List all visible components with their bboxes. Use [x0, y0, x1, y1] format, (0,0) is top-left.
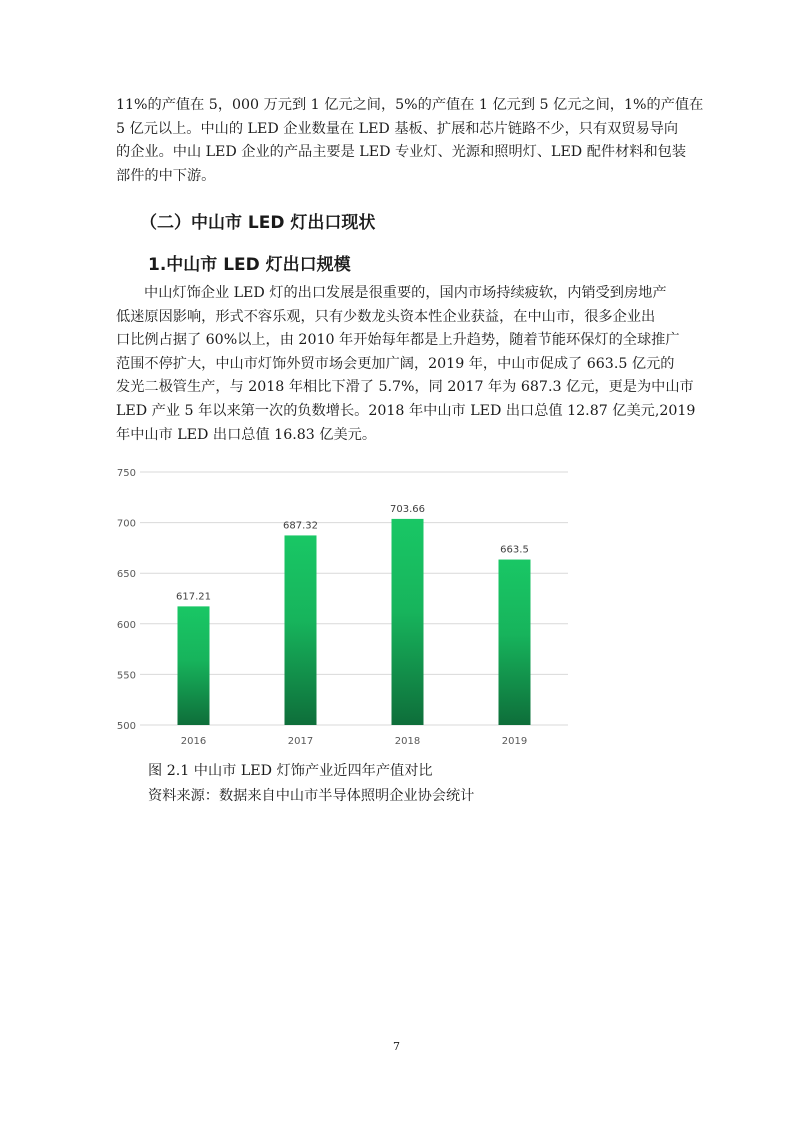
- body-paragraph-2: [116, 282, 722, 447]
- data-label-2019: 663.5: [500, 544, 529, 556]
- subsection-heading: 1.中山市 LED 灯出口规模: [148, 255, 351, 275]
- chart-data-labels: [176, 504, 529, 602]
- y-tick-label: 650: [116, 569, 136, 581]
- y-tick-label: 500: [116, 721, 136, 732]
- paragraph-line: 的企业。中山 LED 企业的产品主要是 LED 专业灯、光源和照明灯、LED 配件材料和包装: [116, 144, 687, 161]
- paragraph-line: 口比例占据了 60%以上，由 2010 年开始每年都是上升趋势，随着节能环保灯的全球推广: [116, 332, 680, 349]
- figure-caption: 图 2.1 中山市 LED 灯饰产业近四年产值对比: [148, 763, 433, 779]
- figure-source: 资料来源：数据来自中山市半导体照明企业协会统计: [148, 788, 475, 804]
- x-axis-tick-labels: [181, 736, 527, 747]
- paragraph-line: 中山灯饰企业 LED 灯的出口发展是很重要的，国内市场持续疲软，内销受到房地产: [144, 285, 667, 301]
- y-tick-label: 700: [116, 518, 136, 530]
- data-label-2017: 687.32: [283, 520, 318, 532]
- x-tick-label: 2017: [287, 736, 314, 747]
- data-label-2016: 617.21: [176, 591, 211, 603]
- y-axis-tick-labels: [117, 468, 136, 732]
- paragraph-line: LED 产业 5 年以来第一次的负数增长。2018 年中山市 LED 出口总值 12.87 亿美元,2019: [116, 402, 696, 419]
- bar-2018: [392, 519, 424, 725]
- x-tick-label: 2019: [501, 736, 528, 747]
- paragraph-line: 低迷原因影响，形式不容乐观，只有少数龙头资本性企业获益，在中山市，很多企业出: [116, 308, 656, 325]
- chart-bars: [178, 519, 531, 725]
- bar-2019: [499, 560, 531, 725]
- body-paragraph-1: [116, 94, 722, 188]
- x-tick-label: 2016: [180, 736, 207, 747]
- paragraph-line: 部件的中下游。: [116, 167, 216, 184]
- bar-chart: [104, 462, 584, 752]
- paragraph-line: 5 亿元以上。中山的 LED 企业数量在 LED 基板、扩展和芯片链路不少，只有双贸易导向: [116, 120, 679, 137]
- paragraph-line: 范围不停扩大，中山市灯饰外贸市场会更加广阔，2019 年，中山市促成了 663.5 亿元的: [116, 355, 675, 372]
- data-label-2018: 703.66: [390, 503, 425, 515]
- bar-2016: [178, 606, 210, 725]
- bar-2017: [285, 535, 317, 725]
- section-heading: （二）中山市 LED 灯出口现状: [140, 213, 376, 233]
- x-tick-label: 2018: [394, 736, 421, 747]
- y-tick-label: 600: [116, 619, 136, 631]
- page-number: 7: [393, 1040, 400, 1053]
- paragraph-line: 11%的产值在 5，000 万元到 1 亿元之间，5%的产值在 1 亿元到 5 亿元之间，1%的产值在: [116, 97, 704, 113]
- y-tick-label: 550: [116, 670, 136, 682]
- y-tick-label: 750: [116, 468, 136, 479]
- paragraph-line: 发光二极管生产，与 2018 年相比下滑了 5.7%，同 2017 年为 687.3 亿元，更是为中山市: [116, 379, 694, 396]
- paragraph-line: 年中山市 LED 出口总值 16.83 亿美元。: [116, 426, 377, 443]
